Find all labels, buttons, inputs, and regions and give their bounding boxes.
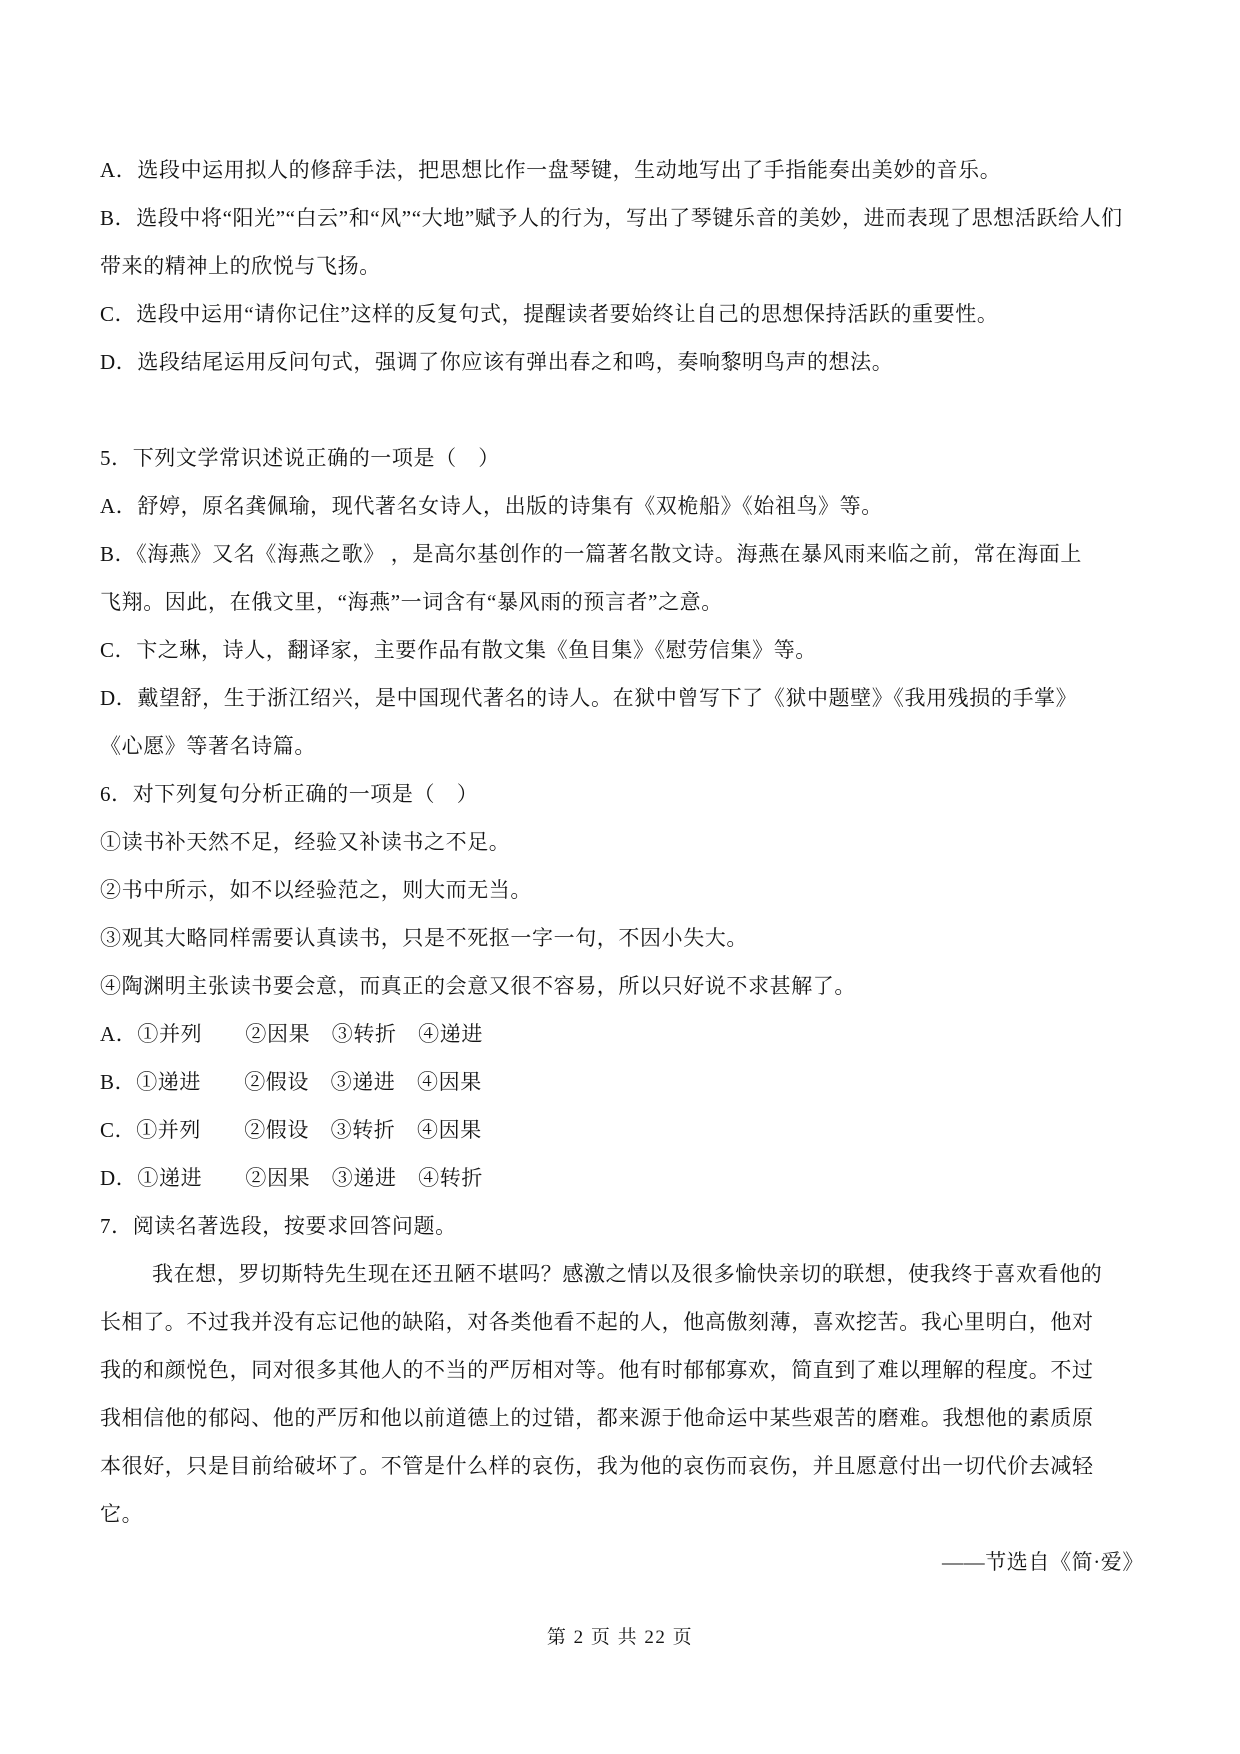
q7-passage-line-4: 我相信他的郁闷、他的严厉和他以前道德上的过错，都来源于他命运中某些艰苦的磨难。我想他的素质原 <box>100 1406 1094 1430</box>
question-5 <box>100 434 1144 770</box>
q5-option-d-continuation: 《心愿》等著名诗篇。 <box>100 734 316 758</box>
q6-clause-4: ④陶渊明主张读书要会意，而真正的会意又很不容易，所以只好说不求甚解了。 <box>100 974 856 998</box>
q7-passage-line-2: 长相了。不过我并没有忘记他的缺陷，对各类他看不起的人，他高傲刻薄，喜欢挖苦。我心里明白，他对 <box>100 1310 1094 1334</box>
page-body <box>100 146 1144 1586</box>
q6-clause-2: ②书中所示，如不以经验范之，则大而无当。 <box>100 878 532 902</box>
question-6 <box>100 770 1144 1202</box>
q7-passage-line-3: 我的和颜悦色，同对很多其他人的不当的严厉相对等。他有时郁郁寡欢，简直到了难以理解的程度。不过 <box>100 1358 1094 1382</box>
q7-source-attribution: ——节选自《简·爱》 <box>942 1550 1144 1574</box>
q5-option-c: C．卞之琳，诗人，翻译家，主要作品有散文集《鱼目集》《慰劳信集》等。 <box>100 638 817 662</box>
q5-option-b: B．《海燕》又名《海燕之歌》 ，是高尔基创作的一篇著名散文诗。海燕在暴风雨来临之前，常在海面上 <box>100 542 1082 566</box>
q6-option-d: D．①递进 ②因果 ③递进 ④转折 <box>100 1166 483 1190</box>
q4-option-b: B．选段中将“阳光”“白云”和“风”“大地”赋予人的行为，写出了琴键乐音的美妙，进而表现了思想活跃给人们 <box>100 206 1123 230</box>
q6-option-b: B．①递进 ②假设 ③递进 ④因果 <box>100 1070 482 1094</box>
q5-option-a: A．舒婷，原名龚佩瑜，现代著名女诗人，出版的诗集有《双桅船》《始祖鸟》等。 <box>100 494 883 518</box>
q7-stem: 7．阅读名著选段，按要求回答问题。 <box>100 1214 457 1238</box>
q6-clause-3: ③观其大略同样需要认真读书，只是不死抠一字一句，不因小失大。 <box>100 926 748 950</box>
q6-stem: 6．对下列复句分析正确的一项是（ ） <box>100 782 479 806</box>
q4-option-a: A．选段中运用拟人的修辞手法，把思想比作一盘琴键，生动地写出了手指能奏出美妙的音乐。 <box>100 158 1002 182</box>
q6-option-a: A．①并列 ②因果 ③转折 ④递进 <box>100 1022 483 1046</box>
q7-passage-line-1: 我在想，罗切斯特先生现在还丑陋不堪吗？感激之情以及很多愉快亲切的联想，使我终于喜欢看他的 <box>152 1262 1103 1286</box>
q7-passage-line-5: 本很好，只是目前给破坏了。不管是什么样的哀伤，我为他的哀伤而哀伤，并且愿意付出一切代价去减轻 <box>100 1454 1094 1478</box>
q4-option-c: C．选段中运用“请你记住”这样的反复句式，提醒读者要始终让自己的思想保持活跃的重要性。 <box>100 302 999 326</box>
q5-option-b-continuation: 飞翔。因此，在俄文里，“海燕”一词含有“暴风雨的预言者”之意。 <box>100 590 723 614</box>
q6-clause-1: ①读书补天然不足，经验又补读书之不足。 <box>100 830 511 854</box>
question-4-options <box>100 146 1144 386</box>
q4-option-d: D．选段结尾运用反问句式，强调了你应该有弹出春之和鸣，奏响黎明鸟声的想法。 <box>100 350 894 374</box>
q5-option-d: D．戴望舒，生于浙江绍兴，是中国现代著名的诗人。在狱中曾写下了《狱中题壁》《我用残损的手掌》 <box>100 686 1078 710</box>
q6-option-c: C．①并列 ②假设 ③转折 ④因果 <box>100 1118 482 1142</box>
question-7 <box>100 1202 1144 1586</box>
q7-passage-line-6: 它。 <box>100 1502 144 1526</box>
q5-stem: 5．下列文学常识述说正确的一项是（ ） <box>100 446 500 470</box>
q4-option-b-continuation: 带来的精神上的欣悦与飞扬。 <box>100 254 381 278</box>
page-number-footer: 第 2 页 共 22 页 <box>546 1627 694 1648</box>
